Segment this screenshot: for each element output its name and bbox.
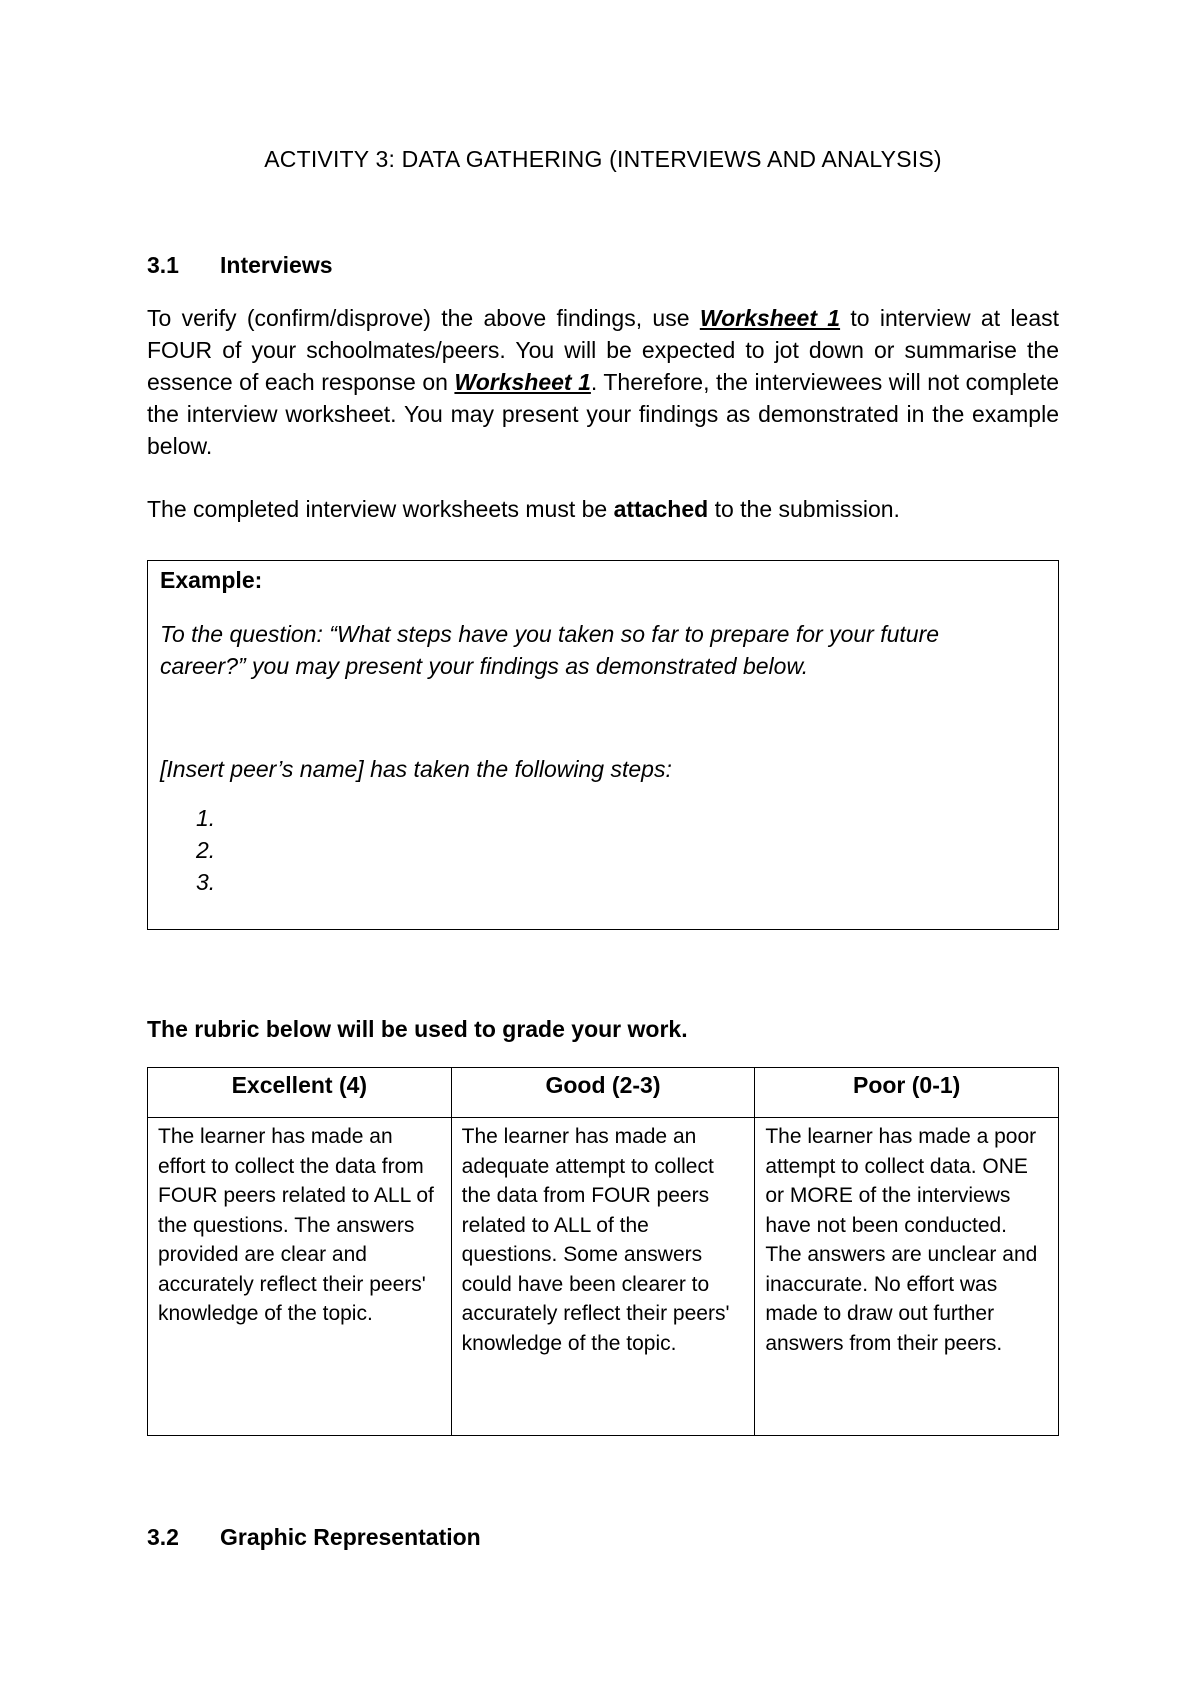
list-item: 3. <box>196 869 216 895</box>
list-item: 2. <box>196 837 216 863</box>
section-number: 3.1 <box>147 252 179 278</box>
example-steps-list <box>196 802 215 898</box>
submission-note-paragraph <box>147 493 1059 525</box>
list-item: 1. <box>196 805 216 831</box>
section-number: 3.2 <box>147 1524 179 1550</box>
section-heading-interviews <box>147 250 333 280</box>
rubric-heading: The rubric below will be used to grade your work. <box>147 1016 688 1042</box>
example-steps-intro: [Insert peer’s name] has taken the following steps: <box>160 756 672 782</box>
section-title: Interviews <box>220 252 333 278</box>
rubric-column-good: Good (2-3) <box>451 1068 755 1118</box>
example-box <box>147 560 1059 930</box>
example-label: Example: <box>160 567 263 593</box>
paragraph-text: to interview at least FOUR of your schoolmates/peers. You will be expected to jot down or summarise the essence of each response on <box>147 305 1059 395</box>
paragraph-text: The completed interview worksheets must be <box>147 496 614 522</box>
rubric-cell-good: The learner has made an adequate attempt to collect the data from FOUR peers related to ALL of the questions. Some answers could have been clearer to accurately reflect their peers' knowledge of the topic. <box>451 1118 755 1436</box>
worksheet-reference: Worksheet 1 <box>454 369 591 395</box>
page-title: ACTIVITY 3: DATA GATHERING (INTERVIEWS AND ANALYSIS) <box>264 146 942 172</box>
section-title: Graphic Representation <box>220 1524 481 1550</box>
table-row <box>148 1118 1059 1436</box>
rubric-cell-excellent: The learner has made an effort to collect the data from FOUR peers related to ALL of the questions. The answers provided are clear and accurately reflect their peers' knowledge of the topic. <box>148 1118 452 1436</box>
rubric-cell-poor: The learner has made a poor attempt to collect data. ONE or MORE of the interviews have not been conducted. The answers are unclear and inaccurate. No effort was made to draw out further answers from their peers. <box>755 1118 1059 1436</box>
rubric-column-excellent: Excellent (4) <box>148 1068 452 1118</box>
paragraph-text: . Therefore, the interviewees will not complete the interview worksheet. You may present your findings as demonstrated in the example below. <box>147 369 1060 459</box>
paragraph-text: To verify (confirm/disprove) the above findings, use <box>147 305 700 331</box>
example-question: To the question: “What steps have you taken so far to prepare for your future career?” you may present your findings as demonstrated below. <box>160 621 940 679</box>
rubric-table <box>147 1067 1059 1436</box>
rubric-column-poor: Poor (0-1) <box>755 1068 1059 1118</box>
emphasis-text: attached <box>613 496 709 522</box>
table-header-row <box>148 1068 1059 1118</box>
interview-instructions-paragraph <box>147 302 1059 462</box>
worksheet-reference: Worksheet 1 <box>699 305 841 331</box>
section-heading-graphic-representation <box>147 1522 481 1552</box>
paragraph-text: to the submission. <box>708 496 900 522</box>
